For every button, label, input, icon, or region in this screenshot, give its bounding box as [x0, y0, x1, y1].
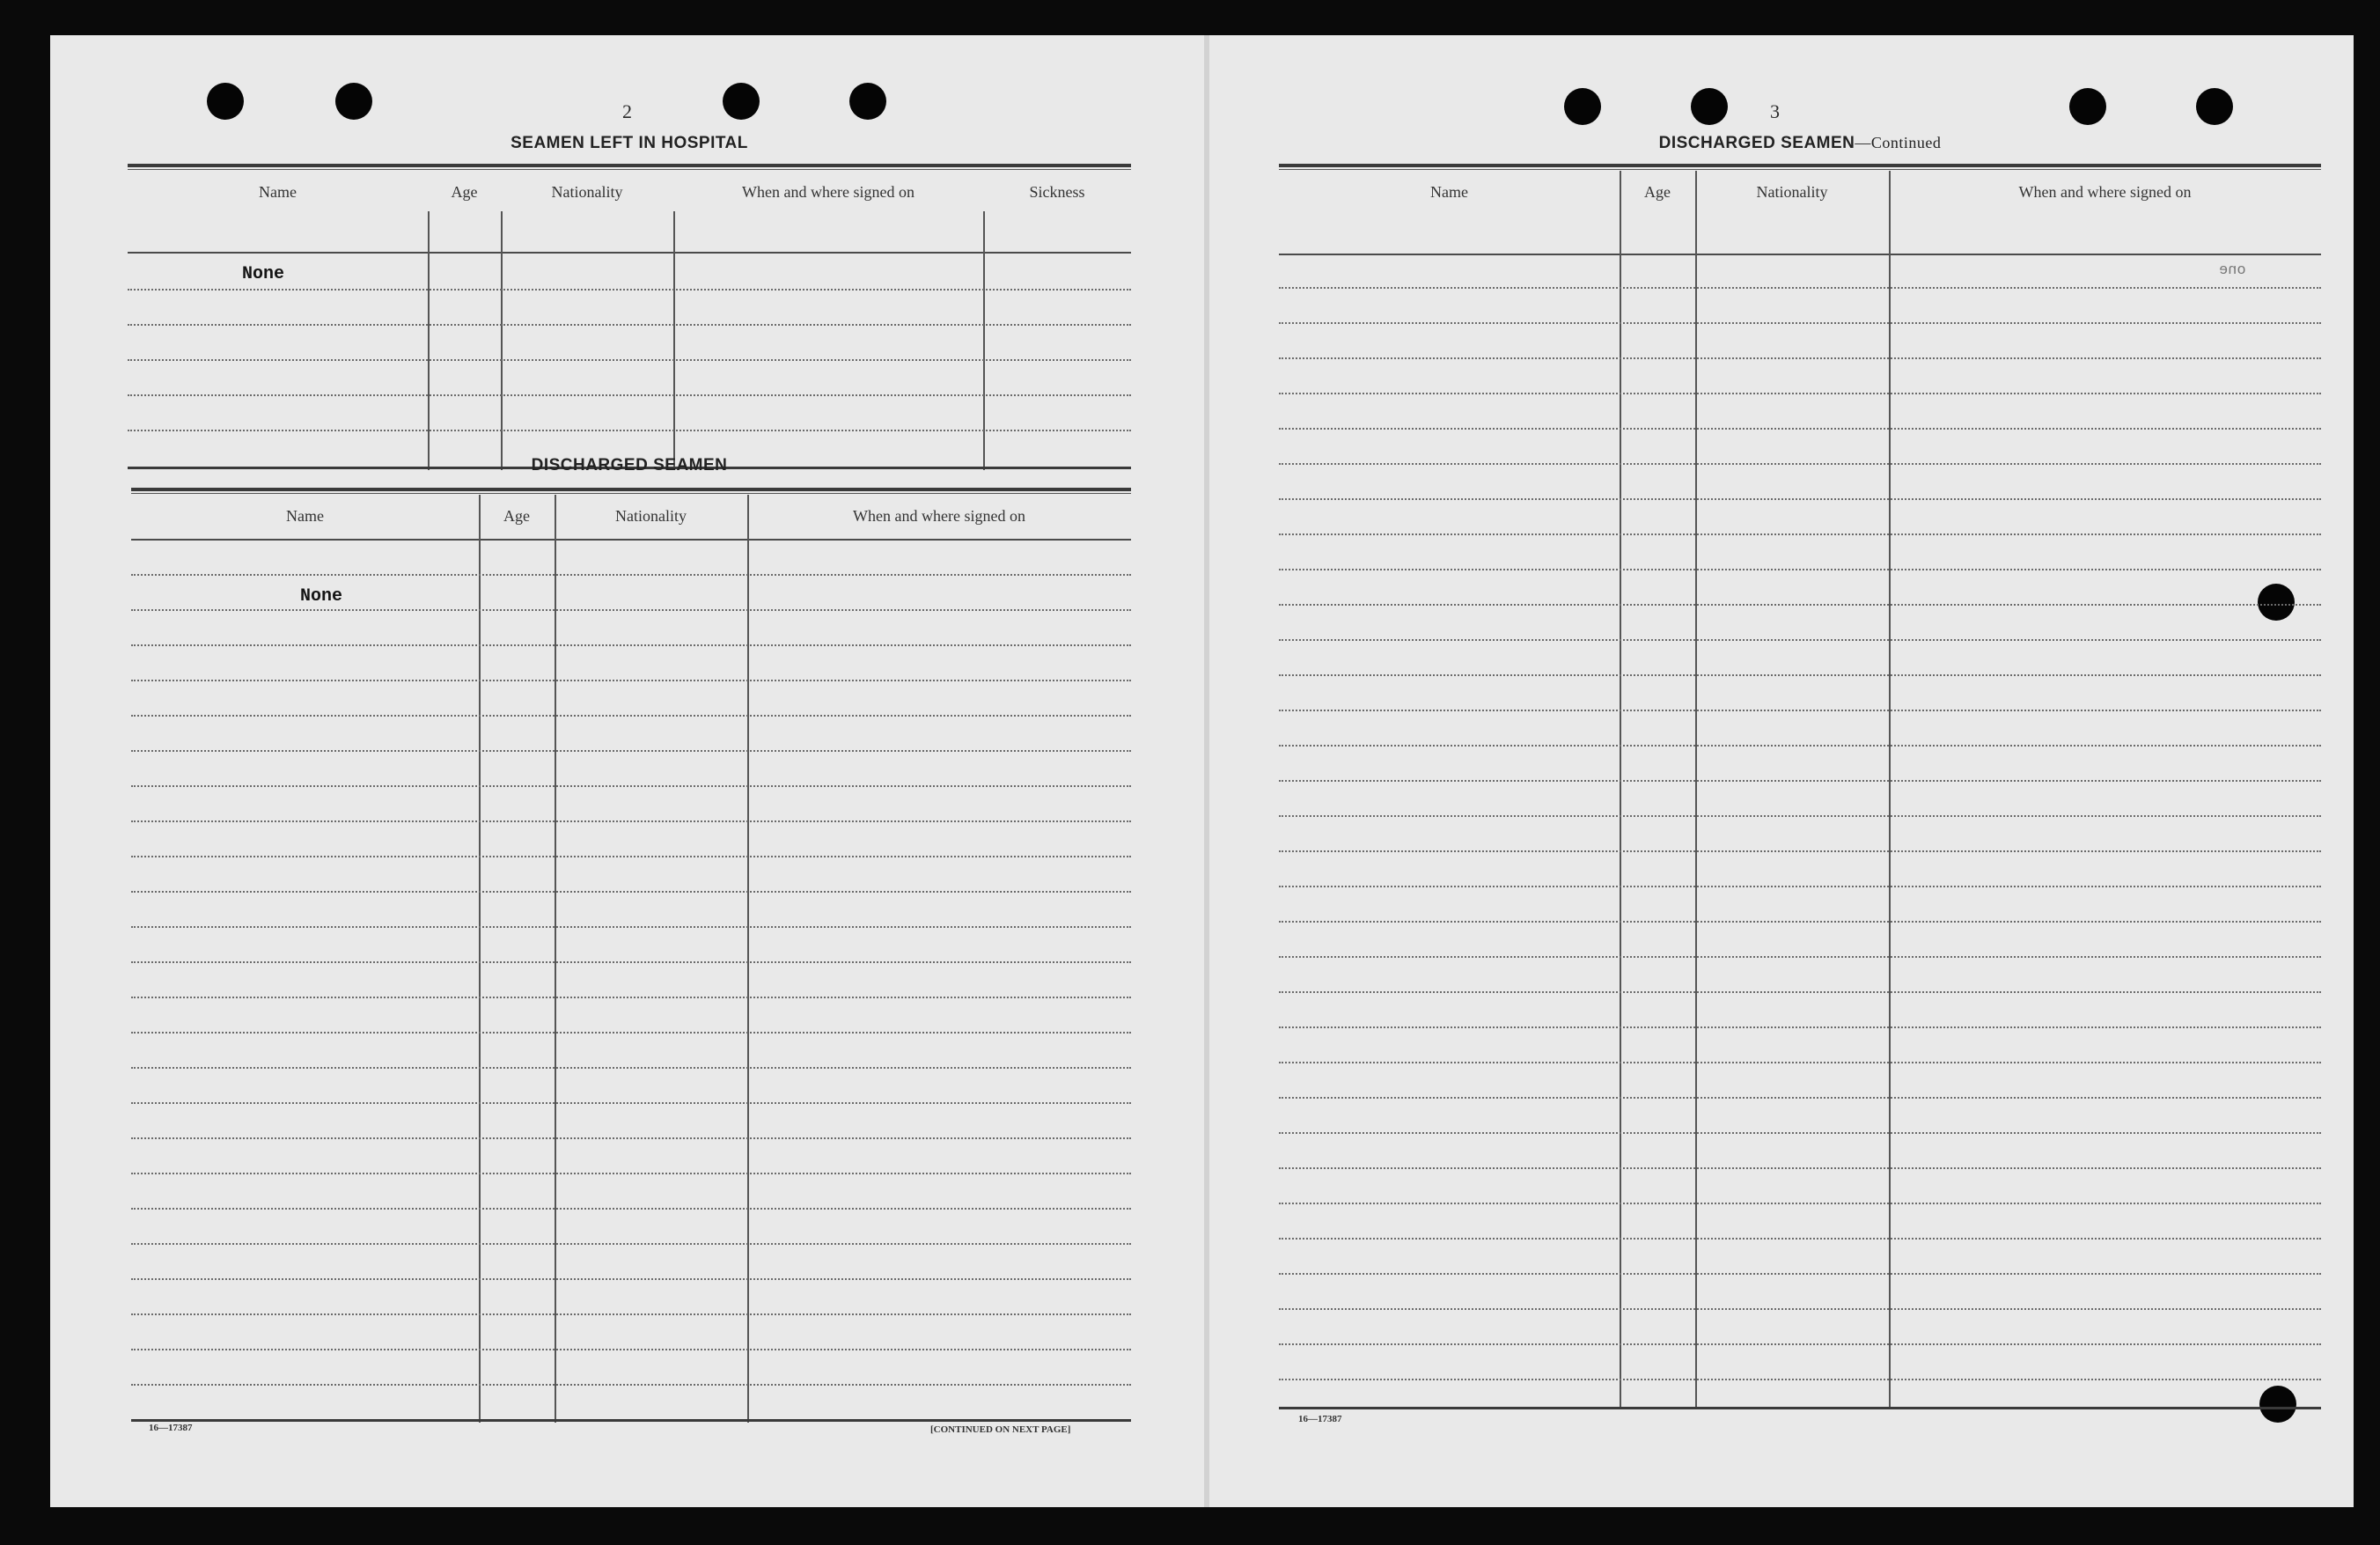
table-row: [131, 1349, 1131, 1350]
table-row: [1279, 1026, 2321, 1028]
column-header-signed-on: When and where signed on: [853, 507, 1025, 525]
table-row: [128, 289, 1131, 291]
punch-hole: [849, 83, 886, 120]
table-row: [131, 1313, 1131, 1315]
table-row: [131, 785, 1131, 787]
table-row: [1279, 1097, 2321, 1099]
discharged-table-right: [1279, 164, 2321, 1410]
table-row: [1279, 569, 2321, 570]
page-left: [50, 35, 1203, 1507]
table-row: [1279, 639, 2321, 641]
punch-hole: [723, 83, 760, 120]
column-header-name: Name: [286, 507, 324, 525]
column-header-name: Name: [1430, 183, 1468, 201]
column-header-age: Age: [1644, 183, 1671, 201]
hospital-entry: None: [242, 264, 285, 284]
discharged-continued-title: [1281, 134, 2319, 153]
table-row: [128, 359, 1131, 361]
page-number: 3: [1770, 100, 1780, 122]
table-row: [1279, 710, 2321, 711]
table-row: [1279, 745, 2321, 747]
table-row: [131, 1208, 1131, 1210]
table-row: [1279, 463, 2321, 465]
form-number: 16—17387: [149, 1423, 193, 1433]
table-row: [131, 715, 1131, 717]
table-row: [131, 1278, 1131, 1280]
table-row: [128, 324, 1131, 326]
table-row: [1279, 428, 2321, 430]
table-row: [131, 680, 1131, 681]
title-main: DISCHARGED SEAMEN: [1658, 134, 1855, 152]
table-row: [131, 926, 1131, 928]
table-row: [1279, 1273, 2321, 1275]
table-row: [131, 891, 1131, 893]
punch-hole: [2069, 88, 2106, 125]
table-row: [1279, 533, 2321, 535]
table-row: [1279, 604, 2321, 606]
scanned-document: [50, 35, 2354, 1507]
table-row: [128, 430, 1131, 431]
table-row: [1279, 393, 2321, 394]
table-row: [1279, 498, 2321, 500]
table-row: [1279, 815, 2321, 817]
page-number: 2: [622, 100, 632, 122]
discharged-entry: None: [300, 586, 343, 607]
table-row: [131, 609, 1131, 611]
column-header-name: Name: [259, 183, 297, 201]
table-row: [131, 961, 1131, 963]
table-row: [1279, 674, 2321, 676]
table-row: [1279, 1343, 2321, 1345]
table-row: [1279, 1238, 2321, 1240]
discharged-table-left: [131, 488, 1131, 1424]
discharged-section-title: DISCHARGED SEAMEN: [531, 456, 728, 475]
table-row: [1279, 1203, 2321, 1204]
table-row: [131, 997, 1131, 998]
column-header-nationality: Nationality: [551, 183, 623, 201]
table-row: [1279, 991, 2321, 993]
page-divider: [1204, 35, 1209, 1507]
punch-hole: [1564, 88, 1601, 125]
table-row: [1279, 322, 2321, 324]
table-row: [131, 1384, 1131, 1386]
punch-hole: [207, 83, 244, 120]
table-row: [1279, 1308, 2321, 1310]
table-row: [1279, 1379, 2321, 1380]
table-row: [131, 856, 1131, 857]
table-row: [1279, 921, 2321, 923]
table-row: [131, 1243, 1131, 1245]
column-header-age: Age: [503, 507, 530, 525]
table-row: [1279, 1132, 2321, 1134]
table-row: [128, 394, 1131, 396]
table-row: [131, 644, 1131, 646]
hospital-section-title: SEAMEN LEFT IN HOSPITAL: [511, 134, 748, 152]
table-row: [1279, 886, 2321, 887]
hospital-table: [128, 164, 1131, 470]
column-header-signed-on: When and where signed on: [742, 183, 915, 201]
table-row: [131, 1067, 1131, 1069]
table-row: [1279, 1062, 2321, 1063]
continued-note: [CONTINUED ON NEXT PAGE]: [930, 1424, 1071, 1435]
table-row: [131, 1173, 1131, 1174]
punch-hole: [2196, 88, 2233, 125]
table-row: [1279, 287, 2321, 289]
column-header-age: Age: [451, 183, 478, 201]
table-row: [131, 1032, 1131, 1034]
punch-hole: [335, 83, 372, 120]
table-row: [131, 820, 1131, 822]
table-row: [131, 750, 1131, 752]
table-row: [131, 1102, 1131, 1104]
table-row: [1279, 357, 2321, 359]
bleed-through-text: one: [2219, 262, 2246, 279]
title-continued: —Continued: [1855, 134, 1942, 151]
table-row: [1279, 1167, 2321, 1169]
column-header-nationality: Nationality: [1756, 183, 1828, 201]
form-number: 16—17387: [1298, 1414, 1342, 1424]
punch-hole: [1691, 88, 1728, 125]
table-row: [1279, 780, 2321, 782]
table-row: [1279, 850, 2321, 852]
table-row: [1279, 956, 2321, 958]
table-row: [131, 1137, 1131, 1139]
column-header-sickness: Sickness: [1029, 183, 1085, 201]
column-header-signed-on: When and where signed on: [2018, 183, 2192, 201]
table-row: [131, 574, 1131, 576]
column-header-nationality: Nationality: [615, 507, 687, 525]
